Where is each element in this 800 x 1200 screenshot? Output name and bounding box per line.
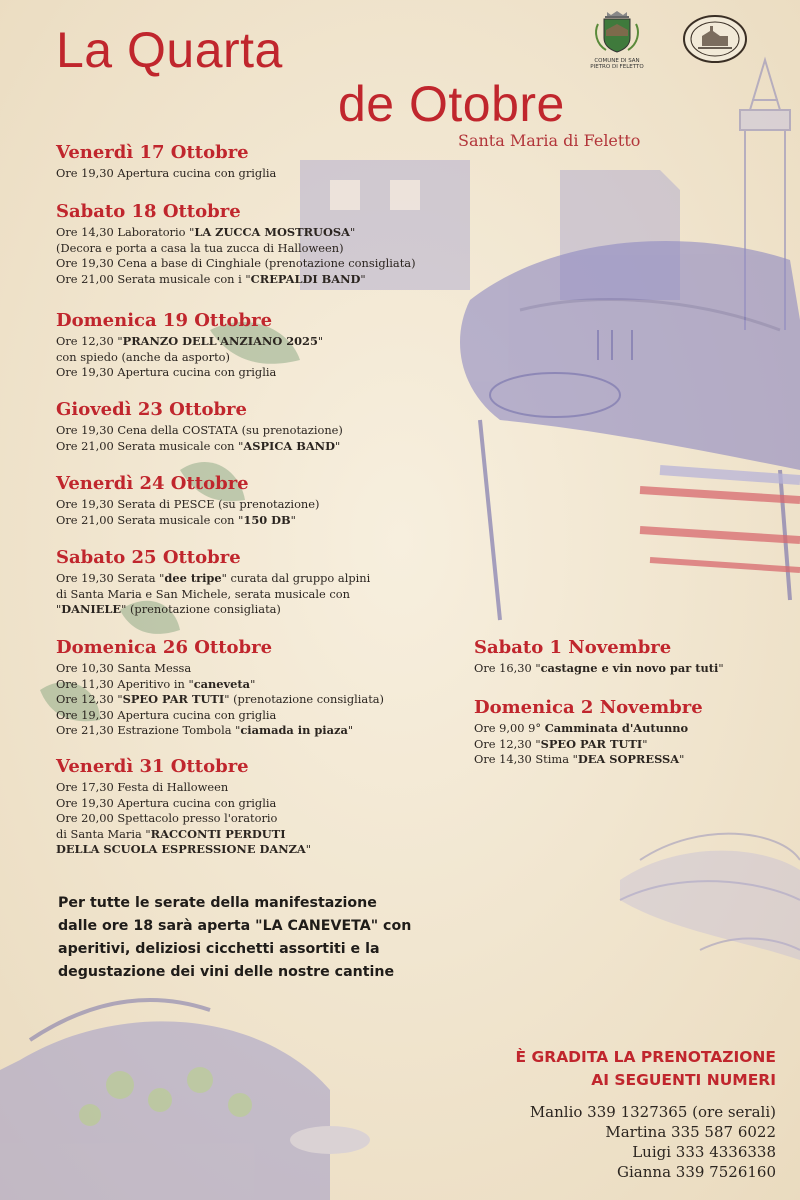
event-line [56, 780, 311, 796]
day-venerdi-17 [56, 142, 276, 182]
event-text: " [56, 602, 62, 617]
day-title: Domenica 19 Ottobre [56, 310, 273, 331]
association-seal-logo [682, 14, 748, 64]
event-line [56, 602, 370, 618]
note-line: aperitivi, deliziosi cicchetti assortiti e la [58, 941, 380, 957]
poster-title-line2: de Otobre [338, 76, 565, 132]
contact-item: Luigi 333 4336338 [632, 1143, 776, 1161]
day-lines [56, 334, 323, 381]
event-line [56, 842, 311, 858]
day-title: Venerdì 24 Ottobre [56, 473, 249, 494]
event-line [56, 692, 384, 708]
event-highlight: DELLA SCUOLA ESPRESSIONE DANZA [56, 842, 306, 857]
day-lines [56, 225, 416, 287]
event-text: Ore 9,00 9° [474, 721, 545, 735]
event-text: Ore 19,30 Apertura cucina con griglia [56, 707, 277, 722]
booking-notice [516, 1046, 776, 1092]
event-highlight: SPEO PAR TUTI [540, 736, 643, 751]
day-venerdi-31 [56, 756, 311, 858]
day-title: Sabato 1 Novembre [474, 637, 672, 658]
day-lines [56, 497, 319, 528]
municipality-logo-caption: COMUNE DI SAN PIETRO DI FELETTO [590, 58, 644, 70]
event-highlight: DANIELE [61, 602, 122, 617]
event-text: con spiedo (anche da asporto) [56, 349, 230, 364]
event-text: di Santa Maria " [56, 826, 151, 841]
event-text: Ore 14,30 Stima " [474, 752, 578, 767]
event-highlight: RACCONTI PERDUTI [150, 826, 286, 841]
day-lines [56, 166, 276, 182]
event-line [56, 365, 323, 381]
location-subtitle: Santa Maria di Feletto [458, 131, 641, 150]
day-sabato-25 [56, 547, 370, 618]
day-title: Sabato 18 Ottobre [56, 201, 241, 222]
event-highlight: caneveta [193, 676, 251, 691]
event-text: " (prenotazione consigliata) [121, 602, 281, 617]
event-text: Ore 12,30 " [474, 736, 541, 751]
booking-line2: AI SEGUENTI NUMERI [591, 1071, 776, 1089]
event-text: Ore 11,30 Aperitivo in " [56, 676, 194, 691]
event-text: " [317, 334, 324, 348]
event-line [56, 708, 384, 724]
event-line [56, 256, 416, 272]
day-venerdi-24 [56, 473, 319, 528]
event-text: " [347, 723, 354, 738]
event-text: " [642, 736, 648, 751]
day-lines [56, 661, 384, 739]
event-text: Ore 19,30 Apertura cucina con griglia [56, 795, 277, 810]
event-text: " [360, 271, 366, 286]
event-text: Ore 21,00 Serata musicale con i " [56, 271, 251, 286]
event-text: Ore 21,30 Estrazione Tombola " [56, 723, 241, 738]
event-line [56, 723, 384, 739]
event-text: Ore 21,00 Serata musicale con " [56, 512, 244, 527]
event-text: Ore 17,30 Festa di Halloween [56, 780, 229, 794]
day-domenica-26 [56, 637, 384, 739]
event-text: Ore 16,30 " [474, 661, 541, 675]
event-text: Ore 19,30 Apertura cucina con griglia [56, 166, 277, 180]
day-title: Domenica 2 Novembre [474, 697, 703, 718]
event-line [474, 752, 703, 768]
day-giovedi-23 [56, 399, 343, 454]
event-text: Ore 12,30 " [56, 334, 123, 348]
event-line [56, 225, 416, 241]
day-sabato-1-novembre [474, 637, 724, 677]
event-text: Ore 12,30 " [56, 692, 123, 707]
note-line: dalle ore 18 sarà aperta "LA CANEVETA" con [58, 918, 412, 934]
event-text: " [349, 225, 356, 239]
event-text: Ore 21,00 Serata musicale con " [56, 438, 244, 453]
day-lines [56, 780, 311, 858]
event-text: (Decora e porta a casa la tua zucca di Halloween) [56, 240, 344, 255]
event-text: Ore 14,30 Laboratorio " [56, 225, 195, 239]
event-text: " [290, 512, 296, 527]
event-line [56, 661, 384, 677]
contact-item: Manlio 339 1327365 (ore serali) [529, 1103, 776, 1121]
event-highlight: PRANZO DELL'ANZIANO 2025 [122, 334, 318, 348]
event-text: Ore 19,30 Cena a base di Cinghiale (prenotazione consigliata) [56, 256, 416, 271]
event-text: " (prenotazione consigliata) [224, 692, 385, 707]
event-line [56, 497, 319, 513]
caneveta-note [58, 892, 538, 984]
event-highlight: ASPICA BAND [243, 438, 335, 453]
event-line [56, 796, 311, 812]
event-highlight: ciamada in piaza [240, 723, 348, 738]
event-line [56, 423, 343, 439]
event-text: " [305, 842, 312, 857]
day-lines [56, 571, 370, 618]
event-text: di Santa Maria e San Michele, serata musicale con [56, 586, 350, 601]
municipality-logo [588, 10, 646, 70]
event-line [56, 571, 370, 587]
event-text: Ore 19,30 Apertura cucina con griglia [56, 365, 277, 380]
event-highlight: 150 DB [243, 512, 291, 527]
contact-item: Martina 335 587 6022 [605, 1123, 776, 1141]
event-highlight: dee tripe [164, 571, 222, 585]
contact-list [530, 1102, 776, 1182]
event-line [56, 241, 416, 257]
event-highlight: CREPALDI BAND [250, 271, 361, 286]
event-highlight: LA ZUCCA MOSTRUOSA [194, 225, 350, 239]
event-text: " [250, 676, 256, 691]
day-title: Domenica 26 Ottobre [56, 637, 273, 658]
day-title: Giovedì 23 Ottobre [56, 399, 247, 420]
event-text: Ore 19,30 Serata " [56, 571, 165, 585]
event-text: Ore 20,00 Spettacolo presso l'oratorio [56, 811, 278, 826]
event-highlight: castagne e vin novo par tuti [540, 661, 719, 675]
day-title: Venerdì 31 Ottobre [56, 756, 249, 777]
event-text: Ore 19,30 Serata di PESCE (su prenotazione) [56, 497, 320, 511]
day-lines [474, 721, 703, 768]
event-text: Ore 10,30 Santa Messa [56, 661, 192, 675]
note-line: Per tutte le serate della manifestazione [58, 895, 377, 911]
day-lines [56, 423, 343, 454]
event-line [56, 587, 370, 603]
day-sabato-18 [56, 201, 416, 287]
event-text: " [334, 438, 341, 453]
poster-title-line1: La Quarta [56, 22, 283, 78]
event-line [56, 811, 311, 827]
day-title: Venerdì 17 Ottobre [56, 142, 249, 163]
event-line [56, 334, 323, 350]
event-highlight: SPEO PAR TUTI [122, 692, 225, 707]
event-highlight: Camminata d'Autunno [544, 721, 689, 735]
coat-of-arms-icon [588, 10, 646, 54]
day-domenica-19 [56, 310, 323, 381]
event-line [56, 439, 343, 455]
event-line [56, 272, 416, 288]
event-text: " [718, 661, 724, 675]
event-highlight: DEA SOPRESSA [577, 752, 680, 767]
booking-line1: È GRADITA LA PRENOTAZIONE [515, 1048, 776, 1066]
event-text: " [679, 752, 685, 767]
day-domenica-2-novembre [474, 697, 703, 768]
event-text: Ore 19,30 Cena della COSTATA (su prenotazione) [56, 423, 343, 437]
event-line [56, 166, 276, 182]
event-text: " curata dal gruppo alpini [221, 571, 371, 585]
seal-icon [682, 14, 748, 64]
note-line: degustazione dei vini delle nostre cantine [58, 964, 395, 980]
event-line [474, 721, 703, 737]
contact-item: Gianna 339 7526160 [617, 1163, 776, 1181]
event-line [56, 350, 323, 366]
event-line [56, 513, 319, 529]
event-line [474, 737, 703, 753]
day-lines [474, 661, 724, 677]
event-line [56, 677, 384, 693]
day-title: Sabato 25 Ottobre [56, 547, 241, 568]
event-line [474, 661, 724, 677]
event-line [56, 827, 311, 843]
